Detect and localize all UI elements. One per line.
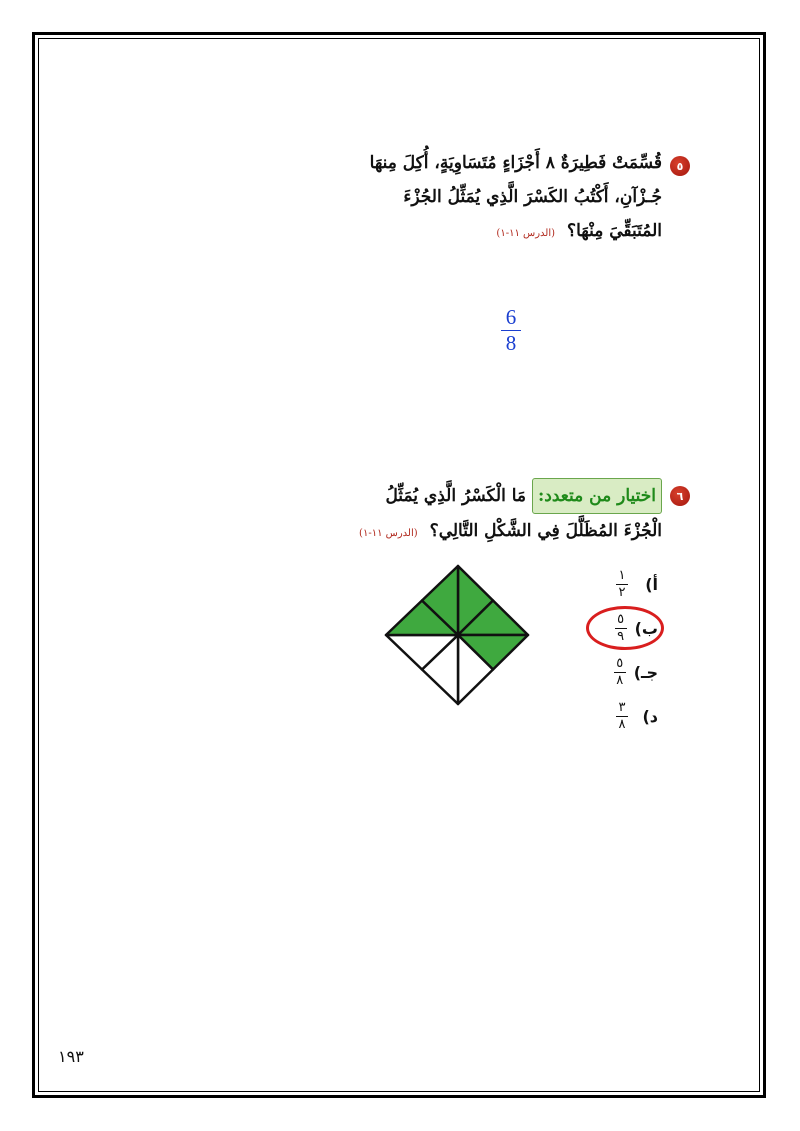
option-a-fraction [616, 569, 628, 600]
question-5-line-3-text: المُتَبَقِّيَ مِنْهَا؟ [567, 221, 662, 241]
option-a[interactable] [598, 562, 658, 606]
question-5-line-3 [300, 214, 662, 251]
option-a-numerator: ١ [618, 567, 626, 583]
diamond-parts [386, 566, 528, 704]
question-6-line-2 [300, 514, 662, 551]
option-a-label: أ) [645, 574, 658, 594]
question-6-badge [670, 486, 690, 506]
answer-denominator: 8 [505, 331, 517, 355]
question-5-text [300, 146, 662, 251]
option-c-denominator: ٨ [616, 672, 624, 688]
option-d-denominator: ٨ [618, 716, 626, 732]
multiple-choice-tag: اختيار من متعدد: [532, 478, 662, 514]
question-5-number: ٥ [676, 159, 684, 173]
option-b-label: ب) [634, 618, 658, 638]
option-d-label: د) [642, 706, 658, 726]
question-5-line-1: قُسِّمَتْ فَطِيرَةٌ ٨ أَجْزَاءٍ مُتَسَاوِيَةٍ، أُكِلَ مِنهَا [369, 153, 662, 173]
option-c-label: جـ) [633, 662, 658, 682]
selected-answer-circle [586, 606, 664, 650]
answer-numerator: 6 [505, 305, 517, 329]
question-5-line-2: جُـزْآنِ، أَكْتُبُ الكَسْرَ الَّذِي يُمَثِّلُ الجُزْءَ [403, 187, 662, 207]
option-b[interactable] [598, 606, 658, 650]
question-6-number: ٦ [676, 489, 684, 503]
question-6-line-1-rest: مَا الْكَسْرُ الَّذِي يُمَثِّلُ [385, 486, 527, 506]
option-d[interactable] [598, 694, 658, 738]
question-5-badge [670, 156, 690, 176]
shaded-diamond-figure [380, 562, 536, 710]
option-b-numerator: ٥ [617, 611, 625, 627]
option-b-denominator: ٩ [617, 628, 625, 644]
question-5-answer-fraction [498, 306, 524, 355]
question-6-text [300, 478, 662, 551]
question-5-lesson-ref: (الدرس ١١-١) [496, 228, 556, 239]
option-c-fraction [614, 657, 626, 688]
option-d-fraction [616, 701, 628, 732]
option-a-denominator: ٢ [618, 584, 626, 600]
option-c[interactable] [598, 650, 658, 694]
question-6-line-1 [300, 478, 662, 514]
option-d-numerator: ٣ [618, 699, 626, 715]
question-6-line-2-text: الْجُزْءَ المُظَلَّلَ فِي الشَّكْلِ التَّالِي؟ [429, 521, 662, 541]
answer-options [598, 562, 658, 738]
page-number: ١٩٣ [58, 1047, 84, 1066]
question-6-lesson-ref: (الدرس ١١-١) [359, 528, 418, 539]
option-c-numerator: ٥ [616, 655, 624, 671]
